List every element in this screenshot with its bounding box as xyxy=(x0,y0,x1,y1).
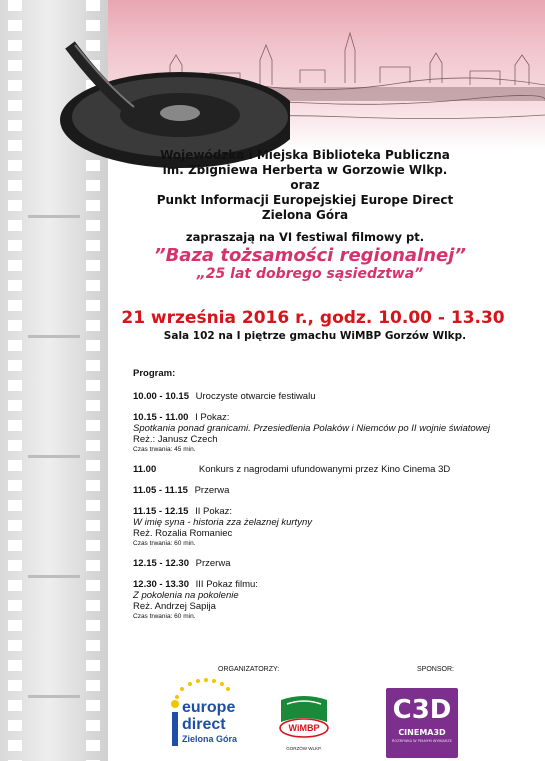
film-perforations-left xyxy=(8,0,22,761)
c3d-tagline: ROZRYWKA W PEŁNYM WYMIARZE xyxy=(392,739,452,743)
program-heading: Program: xyxy=(133,368,176,379)
intro-line: Punkt Informacji Europejskiej Europe Direct xyxy=(156,193,454,207)
film-title: Z pokolenia na pokolenie xyxy=(133,590,239,601)
program-label: Przerwa xyxy=(195,558,231,569)
program-item xyxy=(133,464,533,475)
program-time: 11.15 - 12.15 xyxy=(133,506,189,517)
organizers-intro xyxy=(140,148,470,223)
c3d-name: CINEMA3D xyxy=(398,728,446,737)
cinema3d-logo xyxy=(386,688,458,758)
europe-direct-logo xyxy=(160,676,260,754)
intro-line: oraz xyxy=(290,178,320,192)
film-title: W imię syna - historia zza żelaznej kurtyny xyxy=(133,517,312,528)
event-venue: Sala 102 na I piętrze gmachu WiMBP Gorzów Wlkp. xyxy=(163,330,467,342)
invitation-text: zapraszają na VI festiwal filmowy pt. xyxy=(185,230,425,244)
program-label: III Pokaz filmu: xyxy=(195,579,258,590)
film-duration: Czas trwania: 45 min. xyxy=(133,446,196,453)
film-frame-divider xyxy=(28,215,80,218)
program xyxy=(133,368,533,631)
program-label: Przerwa xyxy=(194,485,230,496)
film-frame-divider xyxy=(28,575,80,578)
intro-line: Wojewódzka i Miejska Biblioteka Publiczna xyxy=(160,148,450,162)
intro-line: Zielona Góra xyxy=(261,208,349,222)
film-duration: Czas trwania: 60 min. xyxy=(133,613,196,620)
film-director: Reż. Rozalia Romaniec xyxy=(133,528,233,539)
film-director: Reż. Andrzej Sapija xyxy=(133,601,216,612)
festival-title: ”Baza tożsamości regionalnej” xyxy=(153,245,467,266)
wimbp-city: GORZÓW WLKP. xyxy=(286,746,322,751)
program-item xyxy=(133,558,533,569)
program-label: Konkurs z nagrodami ufundowanymi przez Kino Cinema 3D xyxy=(198,464,451,475)
program-label: I Pokaz: xyxy=(195,412,230,423)
film-frame-divider xyxy=(28,455,80,458)
program-item xyxy=(133,485,533,496)
program-item xyxy=(133,579,533,621)
program-item xyxy=(133,506,533,548)
film-duration: Czas trwania: 60 min. xyxy=(133,540,196,547)
program-time: 11.00 xyxy=(133,464,157,475)
ed-line3: Zielona Góra xyxy=(182,734,238,744)
program-time: 11.05 - 11.15 xyxy=(133,485,188,496)
c3d-mark: C3D xyxy=(392,695,452,725)
sponsor-label: SPONSOR: xyxy=(417,666,454,673)
film-frame-divider xyxy=(28,695,80,698)
program-time: 12.15 - 12.30 xyxy=(133,558,189,569)
eu-stars-icon xyxy=(175,678,230,699)
organizers-label: ORGANIZATORZY: xyxy=(218,666,280,673)
ed-line1: europe xyxy=(182,699,236,716)
wimbp-name: WiMBP xyxy=(288,723,320,733)
film-director: Reż.: Janusz Czech xyxy=(133,434,218,445)
intro-line: im. Zbigniewa Herberta w Gorzowie Wlkp. xyxy=(162,163,448,177)
program-item xyxy=(133,391,533,402)
program-item xyxy=(133,412,533,454)
ed-line2: direct xyxy=(182,716,226,733)
program-label: Uroczyste otwarcie festiwalu xyxy=(195,391,316,402)
program-time: 10.15 - 11.00 xyxy=(133,412,189,423)
wimbp-logo xyxy=(273,692,335,754)
program-time: 12.30 - 13.30 xyxy=(133,579,189,590)
program-time: 10.00 - 10.15 xyxy=(133,391,189,402)
film-title: Spotkania ponad granicami. Przesiedlenia Polaków i Niemców po II wojnie światowej xyxy=(133,423,490,434)
festival-subtitle: „25 lat dobrego sąsiedztwa” xyxy=(196,266,424,282)
program-label: II Pokaz: xyxy=(195,506,233,517)
film-frame-divider xyxy=(28,335,80,338)
event-date: 21 września 2016 r., godz. 10.00 - 13.30 xyxy=(121,308,505,328)
